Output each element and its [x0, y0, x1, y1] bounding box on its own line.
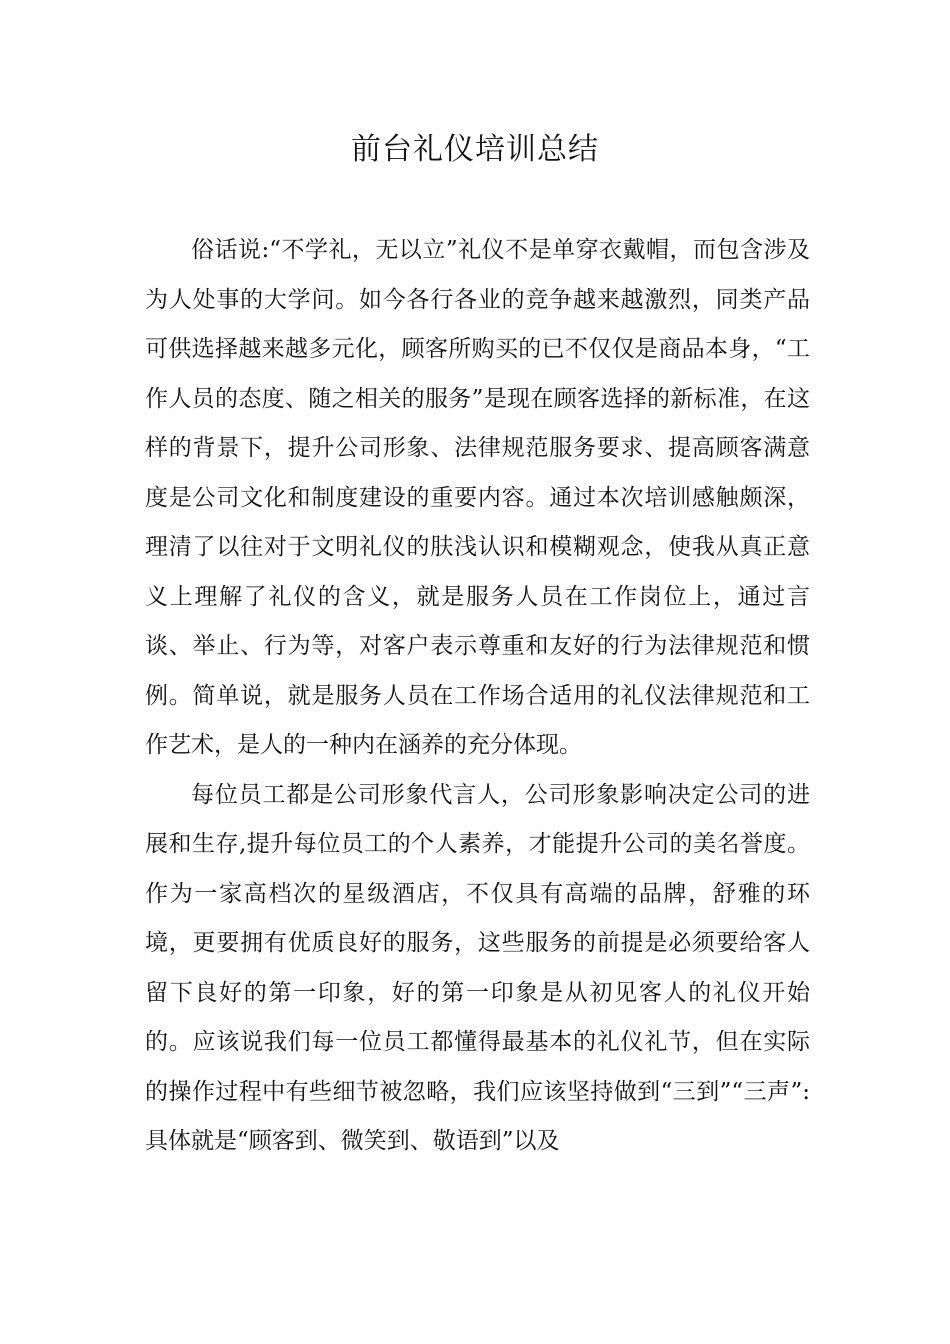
paragraph-1: 俗话说:“不学礼，无以立”礼仪不是单穿衣戴帽，而包含涉及为人处事的大学问。如今各行各业的竞争越来越激烈，同类产品可供选择越来越多元化，顾客所购买的已不仅仅是商品本身，“工作人员的态度、随之相关的服务”是现在顾客选择的新标准，在这样的背景下，提升公司形象、法律规范服务要求、提高顾客满意度是公司文化和制度建设的重要内容。通过本次培训感触颇深，理清了以往对于文明礼仪的肤浅认识和模糊观念，使我从真正意义上理解了礼仪的含义，就是服务人员在工作岗位上，通过言谈、举止、行为等，对客户表示尊重和友好的行为法律规范和惯例。简单说，就是服务人员在工作场合适用的礼仪法律规范和工作艺术，是人的一种内在涵养的充分体现。 — [145, 237, 810, 758]
document-title: 前台礼仪培训总结 — [351, 132, 599, 167]
paragraph-2: 每位员工都是公司形象代言人，公司形象影响决定公司的进展和生存,提升每位员工的个人素养，才能提升公司的美名誉度。作为一家高档次的星级酒店，不仅具有高端的品牌，舒雅的环境，更要拥有优质良好的服务，这些服务的前提是必须要给客人留下良好的第一印象，好的第一印象是从初见客人的礼仪开始的。应该说我们每一位员工都懂得最基本的礼仪礼节，但在实际的操作过程中有些细节被忽略，我们应该坚持做到“三到”“三声”:具体就是“顾客到、微笑到、敬语到”以及 — [145, 781, 810, 1154]
document-body — [145, 226, 810, 1167]
